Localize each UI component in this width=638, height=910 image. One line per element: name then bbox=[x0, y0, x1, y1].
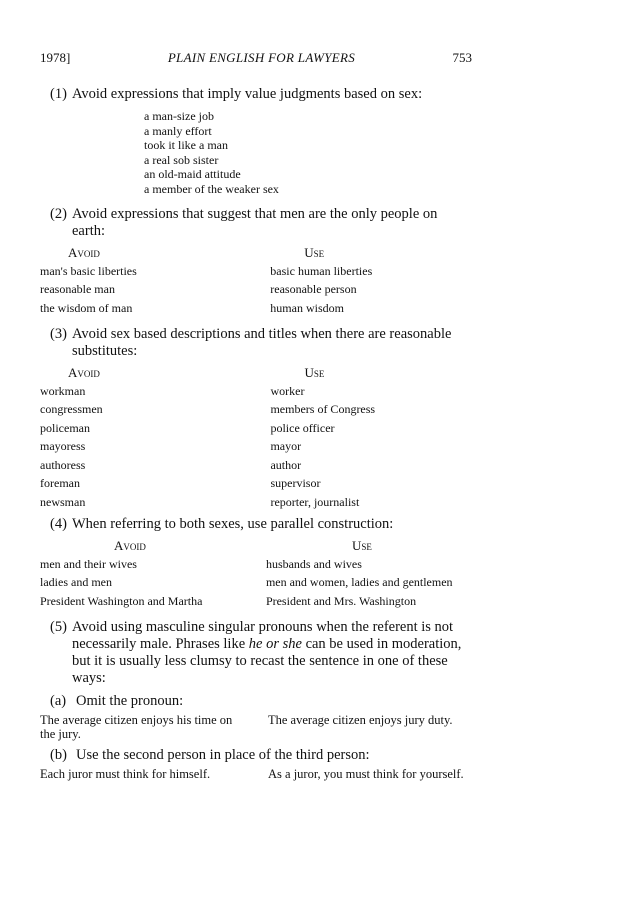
rule-2-table bbox=[40, 246, 472, 320]
subrule-a bbox=[50, 693, 472, 710]
example-phrase: an old-maid attitude bbox=[144, 167, 241, 181]
table-row bbox=[40, 477, 472, 496]
table-row bbox=[40, 403, 472, 422]
use-example: The average citizen enjoys jury duty. bbox=[268, 713, 453, 727]
avoid-cell: man's basic liberties bbox=[40, 263, 137, 278]
subrule-text: Use the second person in place of the third person: bbox=[76, 747, 370, 763]
avoid-cell: policeman bbox=[40, 420, 90, 435]
rule-text-part: Avoid using masculine singular pronouns when the referent is not necessarily male. Phrases like bbox=[72, 619, 454, 652]
rule-4-table bbox=[40, 539, 472, 613]
subrule-text: Omit the pronoun: bbox=[76, 693, 184, 709]
avoid-header: Avoid bbox=[68, 245, 100, 260]
italic-phrase: he or she bbox=[248, 636, 302, 652]
rule-number: (3) bbox=[50, 326, 67, 342]
avoid-cell: ladies and men bbox=[40, 575, 112, 589]
table-row bbox=[40, 283, 472, 302]
table-row bbox=[40, 496, 472, 515]
avoid-cell: foreman bbox=[40, 476, 80, 490]
use-example: As a juror, you must think for yourself. bbox=[268, 767, 464, 781]
example-phrase: a member of the weaker sex bbox=[144, 181, 279, 196]
rule-number: (4) bbox=[50, 516, 67, 532]
rule-text: When referring to both sexes, use parallel construction: bbox=[72, 516, 394, 532]
table-row bbox=[40, 422, 472, 441]
rule-text-part: can be used in moderation, but it is usually less clumsy to recast the sentence in one of these ways: bbox=[72, 636, 462, 686]
running-header bbox=[40, 50, 472, 66]
use-header: Use bbox=[304, 245, 325, 260]
rule-2 bbox=[40, 206, 472, 240]
use-cell: mayor bbox=[270, 439, 302, 453]
rule-5 bbox=[40, 619, 472, 687]
use-cell: police officer bbox=[270, 420, 335, 435]
table-row bbox=[40, 302, 472, 321]
rule-3 bbox=[40, 326, 472, 360]
use-cell: supervisor bbox=[270, 476, 321, 490]
table-row bbox=[40, 576, 472, 595]
avoid-example: The average citizen enjoys his time on the jury. bbox=[40, 713, 233, 741]
use-cell: President and Mrs. Washington bbox=[265, 593, 417, 608]
use-cell: worker bbox=[270, 383, 305, 398]
avoid-cell: newsman bbox=[40, 494, 86, 509]
use-cell: men and women, ladies and gentlemen bbox=[265, 575, 453, 589]
rule-number: (2) bbox=[50, 206, 67, 222]
rule-text: Avoid expressions that imply value judgments based on sex: bbox=[72, 86, 423, 102]
use-cell: human wisdom bbox=[270, 300, 344, 315]
rule-text: Avoid sex based descriptions and titles when there are reasonable substitutes: bbox=[72, 326, 452, 359]
use-header: Use bbox=[304, 365, 325, 380]
use-header: Use bbox=[351, 538, 372, 553]
rule-3-table bbox=[40, 366, 472, 514]
table-row bbox=[40, 558, 472, 577]
rule-4 bbox=[40, 516, 472, 533]
avoid-cell: workman bbox=[40, 383, 86, 398]
use-cell: basic human liberties bbox=[270, 263, 373, 278]
avoid-cell: congressmen bbox=[40, 402, 103, 416]
table-row bbox=[40, 385, 472, 404]
example-phrase: a man-size job bbox=[144, 109, 214, 123]
page-number: 753 bbox=[452, 50, 472, 65]
avoid-example: Each juror must think for himself. bbox=[40, 767, 211, 781]
rule-number: (5) bbox=[50, 619, 67, 635]
header-year: 1978] bbox=[40, 50, 71, 65]
rule-1 bbox=[40, 86, 472, 103]
avoid-header: Avoid bbox=[114, 538, 146, 553]
subrule-number: (b) bbox=[50, 747, 67, 763]
use-cell: husbands and wives bbox=[265, 556, 362, 571]
subrule-b bbox=[50, 747, 472, 764]
rule-1-examples bbox=[144, 109, 472, 196]
rule-number: (1) bbox=[50, 86, 67, 102]
avoid-header: Avoid bbox=[68, 365, 100, 380]
table-row bbox=[40, 595, 472, 614]
avoid-cell: men and their wives bbox=[40, 556, 137, 571]
avoid-cell: authoress bbox=[40, 457, 86, 472]
subrule-number: (a) bbox=[50, 693, 67, 709]
header-title: PLAIN ENGLISH FOR LAWYERS bbox=[167, 50, 356, 65]
example-pair bbox=[40, 714, 472, 741]
avoid-cell: reasonable man bbox=[40, 282, 115, 296]
example-phrase: took it like a man bbox=[144, 138, 228, 152]
rule-text bbox=[72, 619, 472, 687]
avoid-cell: President Washington and Martha bbox=[40, 593, 203, 608]
example-pair bbox=[40, 768, 472, 782]
table-row bbox=[40, 265, 472, 284]
avoid-cell: the wisdom of man bbox=[40, 300, 133, 315]
example-phrase: a real sob sister bbox=[144, 152, 219, 167]
rule-text: Avoid expressions that suggest that men are the only people on earth: bbox=[72, 206, 438, 239]
avoid-cell: mayoress bbox=[40, 439, 86, 453]
table-row bbox=[40, 459, 472, 478]
page-body bbox=[40, 80, 472, 788]
use-cell: reporter, journalist bbox=[270, 494, 360, 509]
use-cell: members of Congress bbox=[270, 402, 376, 416]
example-phrase: a manly effort bbox=[144, 123, 212, 138]
use-cell: reasonable person bbox=[270, 282, 357, 296]
table-row bbox=[40, 440, 472, 459]
use-cell: author bbox=[270, 457, 302, 472]
